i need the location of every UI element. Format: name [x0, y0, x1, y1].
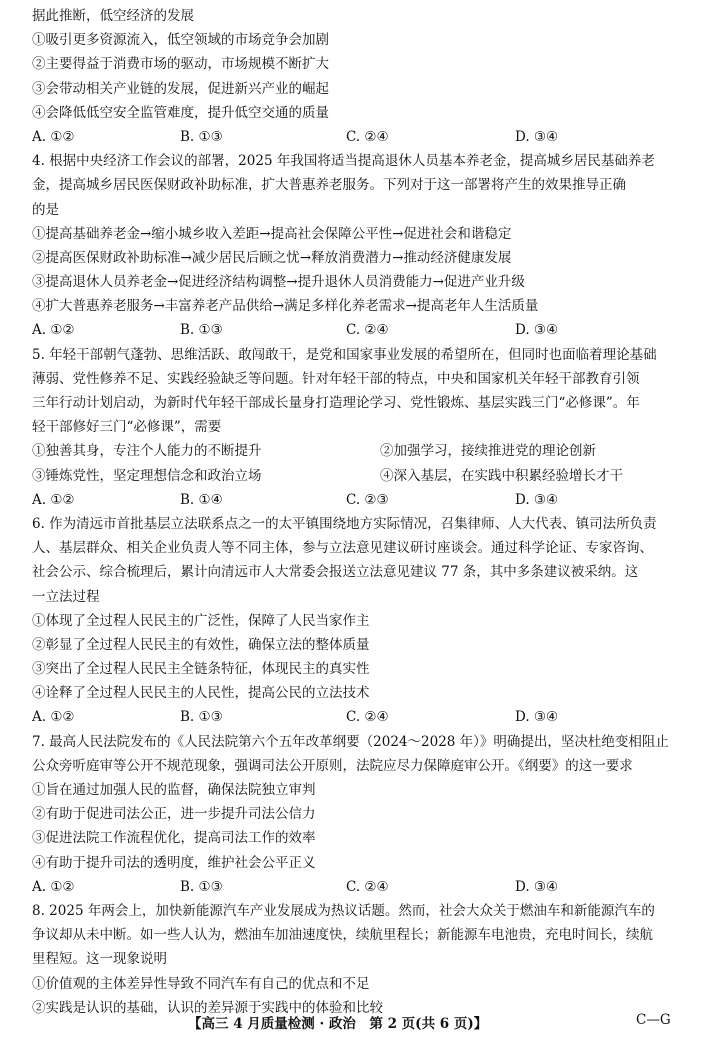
- option-item: ①独善其身，专注个人能力的不断提升: [32, 443, 262, 460]
- option-item: ①提高基础养老金→缩小城乡收入差距→提高社会保障公平性→促进社会和谐稳定: [32, 225, 512, 242]
- question-4-stem: 4. 根据中央经济工作会议的部署，2025 年我国将适当提高退休人员基本养老金，提高城乡居民基础养老: [32, 153, 655, 170]
- question-5-stem: 薄弱、党性修养不足、实践经验缺乏等问题。针对年轻干部的特点，中央和国家机关年轻干部教育引领: [32, 370, 640, 387]
- option-row: [32, 443, 697, 459]
- answer-choices: [32, 129, 697, 145]
- question-8-stem: 里程短。这一现象说明: [32, 951, 167, 968]
- option-item: ③会带动相关产业链的发展，促进新兴产业的崛起: [32, 80, 329, 97]
- option-item: ③突出了全过程人民民主全链条特征，体现民主的真实性: [32, 661, 370, 678]
- option-item: ②提高医保财政补助标准→减少居民后顾之忧→释放消费潜力→推动经济健康发展: [32, 249, 512, 266]
- choice-c: C. ②④: [346, 322, 389, 339]
- footer-page-info: 【高三 4 月质量检测 · 政治 第 2 页(共 6 页)】: [188, 1016, 488, 1032]
- question-stem: 据此推断，低空经济的发展: [32, 8, 194, 24]
- choice-c: C. ②④: [346, 878, 389, 895]
- choice-a: A. ①②: [32, 128, 75, 145]
- question-4-stem: 金，提高城乡居民医保财政补助标准，扩大普惠养老服务。下列对于这一部署将产生的效果推导正确: [32, 177, 626, 194]
- question-6-stem: 社会公示、综合梳理后，累计向清远市人大常委会报送立法意见建议 77 条，其中多条建议被采纳。这: [32, 564, 639, 581]
- question-5-stem: 三年行动计划启动，为新时代年轻干部成长量身打造理论学习、党性锻炼、基层实践三门“必修课”。年: [32, 395, 640, 411]
- choice-d: D. ③④: [515, 491, 559, 508]
- option-item: ③锤炼党性，坚定理想信念和政治立场: [32, 467, 262, 484]
- choice-a: A. ①②: [32, 878, 75, 895]
- question-8-stem: 8. 2025 年两会上，加快新能源汽车产业发展成为热议话题。然而，社会大众关于燃油车和新能源汽车的: [32, 902, 655, 919]
- choice-b: B. ①③: [180, 878, 223, 895]
- option-item: ④有助于提升司法的透明度，维护社会公平正义: [32, 854, 316, 871]
- page-footer: [0, 1012, 711, 1032]
- answer-choices: [32, 709, 697, 725]
- answer-choices: [32, 879, 697, 895]
- choice-a: A. ①②: [32, 491, 75, 508]
- choice-d: D. ③④: [515, 709, 559, 726]
- option-item: ②实践是认识的基础，认识的差异源于实践中的体验和比较: [32, 999, 383, 1016]
- question-8-stem: 争议却从未中断。如一些人认为，燃油车加油速度快，续航里程长；新能源车电池贵，充电时间长，续航: [32, 927, 653, 944]
- choice-a: A. ①②: [32, 322, 75, 339]
- choice-c: C. ②④: [346, 709, 389, 726]
- question-6-stem: 人、基层群众、相关企业负责人等不同主体，参与立法意见建议研讨座谈会。通过科学论证、专家咨询、: [32, 540, 653, 557]
- choice-b: B. ①④: [180, 491, 223, 508]
- choice-b: B. ①③: [180, 709, 223, 726]
- option-item: ④诠释了全过程人民民主的人民性，提高公民的立法技术: [32, 685, 370, 702]
- question-5-stem: 5. 年轻干部朝气蓬勃、思维活跃、敢闯敢干，是党和国家事业发展的希望所在，但同时也面临着理论基础: [32, 346, 657, 363]
- option-item: ④深入基层，在实践中积累经验增长才干: [380, 467, 623, 484]
- choice-b: B. ①③: [180, 322, 223, 339]
- question-7-stem: 7. 最高人民法院发布的《人民法院第六个五年改革纲要（2024～2028 年）》明确提出，坚决杜绝变相阻止: [32, 733, 669, 750]
- question-6-stem: 一立法过程: [32, 588, 100, 605]
- option-item: ①体现了全过程人民民主的广泛性，保障了人民当家作主: [32, 612, 370, 629]
- option-item: ④会降低低空安全监管难度，提升低空交通的质量: [32, 104, 329, 121]
- choice-c: C. ②④: [346, 128, 389, 145]
- question-7-stem: 公众旁听庭审等公开不规范现象，强调司法公开原则，法院应尽力保障庭审公开。《纲要》的这一要求: [32, 757, 633, 774]
- footer-code: C—G: [636, 1012, 671, 1028]
- option-item: ③促进法院工作流程优化，提高司法工作的效率: [32, 830, 316, 847]
- option-item: ④扩大普惠养老服务→丰富养老产品供给→满足多样化养老需求→提高老年人生活质量: [32, 298, 539, 315]
- choice-d: D. ③④: [515, 322, 559, 339]
- option-item: ①旨在通过加强人民的监督，确保法院独立审判: [32, 782, 316, 798]
- choice-a: A. ①②: [32, 709, 75, 726]
- question-4-stem: 的是: [32, 201, 59, 218]
- choice-c: C. ②③: [346, 491, 389, 508]
- question-5-stem: 轻干部修好三门“必修课”，需要: [32, 419, 222, 436]
- option-item: ③提高退休人员养老金→促进经济结构调整→提升退休人员消费能力→促进产业升级: [32, 274, 525, 291]
- question-6-stem: 6. 作为清远市首批基层立法联系点之一的太平镇围绕地方实际情况，召集律师、人大代表、镇司法所负责: [32, 515, 657, 532]
- answer-choices: [32, 322, 697, 338]
- choice-d: D. ③④: [515, 878, 559, 895]
- choice-b: B. ①③: [180, 128, 223, 145]
- option-item: ②加强学习，接续推进党的理论创新: [380, 443, 596, 460]
- question-body: [32, 8, 697, 1024]
- option-item: ①价值观的主体差异性导致不同汽车有自己的优点和不足: [32, 975, 370, 992]
- option-item: ②有助于促进司法公正，进一步提升司法公信力: [32, 806, 316, 823]
- option-item: ②主要得益于消费市场的驱动，市场规模不断扩大: [32, 56, 329, 73]
- option-item: ①吸引更多资源流入，低空领域的市场竞争会加剧: [32, 32, 329, 49]
- option-item: ②彰显了全过程人民民主的有效性，确保立法的整体质量: [32, 636, 370, 653]
- option-row: [32, 468, 697, 484]
- answer-choices: [32, 492, 697, 508]
- choice-d: D. ③④: [515, 128, 559, 145]
